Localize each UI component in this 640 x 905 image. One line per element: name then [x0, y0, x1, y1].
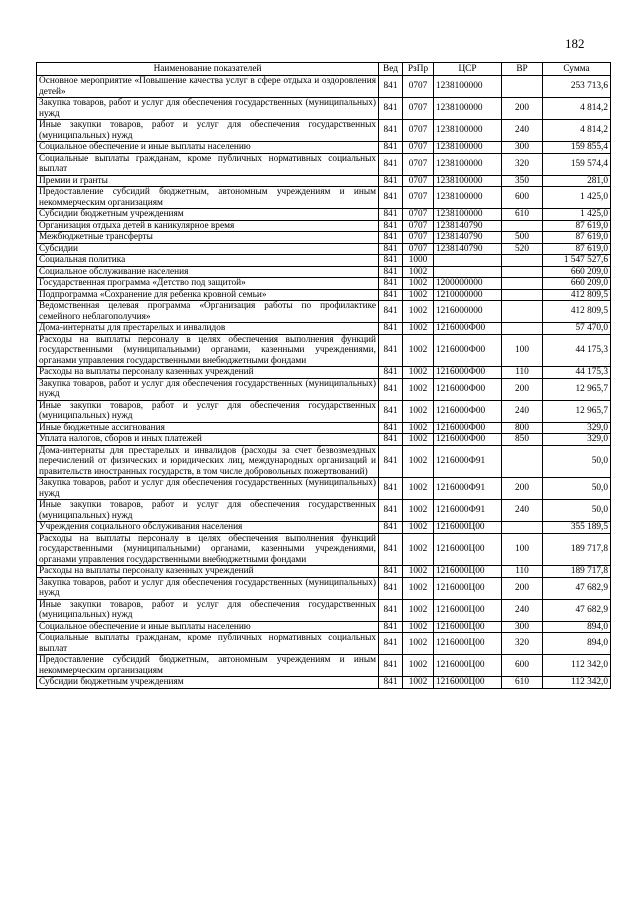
row-sum-cell: 660 209,0: [543, 266, 611, 278]
row-vr-cell: 850: [502, 434, 543, 446]
row-sum-cell: 1 425,0: [543, 209, 611, 221]
table-row: [37, 220, 611, 232]
row-name-cell: Расходы на выплаты персоналу казенных учреждений: [37, 566, 379, 578]
row-sum-cell: 355 189,5: [543, 522, 611, 534]
table-row: [37, 400, 611, 422]
row-ved-cell: 841: [379, 209, 403, 221]
table-row: [37, 301, 611, 323]
row-csr-cell: 1216000Ф00: [434, 434, 502, 446]
row-ved-cell: 841: [379, 378, 403, 400]
table-row: [37, 599, 611, 621]
row-vr-cell: 300: [502, 621, 543, 633]
row-rzpr-cell: 1002: [403, 367, 434, 379]
row-rzpr-cell: 1002: [403, 522, 434, 534]
row-csr-cell: [434, 255, 502, 267]
row-rzpr-cell: 1002: [403, 445, 434, 478]
row-rzpr-cell: 1002: [403, 478, 434, 500]
table-row: [37, 566, 611, 578]
row-sum-cell: 329,0: [543, 434, 611, 446]
row-rzpr-cell: 1002: [403, 301, 434, 323]
table-row: [37, 266, 611, 278]
row-ved-cell: 841: [379, 220, 403, 232]
row-sum-cell: 4 814,2: [543, 120, 611, 142]
row-vr-cell: [502, 278, 543, 290]
row-ved-cell: 841: [379, 334, 403, 367]
row-vr-cell: 350: [502, 175, 543, 187]
table-row: [37, 677, 611, 689]
row-name-cell: Уплата налогов, сборов и иных платежей: [37, 434, 379, 446]
row-ved-cell: 841: [379, 577, 403, 599]
row-ved-cell: 841: [379, 367, 403, 379]
row-vr-cell: 200: [502, 98, 543, 120]
row-ved-cell: 841: [379, 566, 403, 578]
row-vr-cell: [502, 220, 543, 232]
row-vr-cell: 240: [502, 599, 543, 621]
row-sum-cell: 87 619,0: [543, 243, 611, 255]
row-vr-cell: [502, 266, 543, 278]
row-rzpr-cell: 0707: [403, 243, 434, 255]
row-csr-cell: 1216000000: [434, 301, 502, 323]
row-vr-cell: 520: [502, 243, 543, 255]
row-csr-cell: 1216000Ц00: [434, 533, 502, 566]
row-name-cell: Государственная программа «Детство под защитой»: [37, 278, 379, 290]
row-vr-cell: 320: [502, 153, 543, 175]
row-rzpr-cell: 1002: [403, 278, 434, 290]
row-name-cell: Премии и гранты: [37, 175, 379, 187]
row-sum-cell: 4 814,2: [543, 98, 611, 120]
row-csr-cell: 1238100000: [434, 187, 502, 209]
row-ved-cell: 841: [379, 677, 403, 689]
row-csr-cell: 1238140790: [434, 220, 502, 232]
row-sum-cell: 189 717,8: [543, 566, 611, 578]
header-name: Наименование показателей: [37, 63, 379, 76]
row-name-cell: Закупка товаров, работ и услуг для обеспечения государственных (муниципальных) нужд: [37, 98, 379, 120]
row-csr-cell: 1216000Ц00: [434, 577, 502, 599]
row-sum-cell: 1 547 527,6: [543, 255, 611, 267]
row-rzpr-cell: 1002: [403, 677, 434, 689]
row-ved-cell: 841: [379, 187, 403, 209]
row-name-cell: Расходы на выплаты персоналу в целях обеспечения выполнения функций государственными (муниципальными) органами, казенными учреждениями, органами управления государственными внебюджетными фондами: [37, 533, 379, 566]
row-name-cell: Иные закупки товаров, работ и услуг для обеспечения государственных (муниципальных) нужд: [37, 400, 379, 422]
row-name-cell: Предоставление субсидий бюджетным, автономным учреждениям и иным некоммерческим организациям: [37, 655, 379, 677]
row-vr-cell: 200: [502, 577, 543, 599]
row-sum-cell: 329,0: [543, 422, 611, 434]
row-csr-cell: 1216000Ц00: [434, 621, 502, 633]
row-vr-cell: 800: [502, 422, 543, 434]
row-sum-cell: 412 809,5: [543, 289, 611, 301]
row-sum-cell: 50,0: [543, 445, 611, 478]
row-sum-cell: 159 855,4: [543, 142, 611, 154]
row-rzpr-cell: 0707: [403, 220, 434, 232]
table-row: [37, 422, 611, 434]
row-rzpr-cell: 0707: [403, 76, 434, 98]
row-ved-cell: 841: [379, 621, 403, 633]
row-ved-cell: 841: [379, 301, 403, 323]
row-csr-cell: 1216000Ф00: [434, 422, 502, 434]
row-name-cell: Организация отдыха детей в каникулярное время: [37, 220, 379, 232]
table-row: [37, 153, 611, 175]
row-ved-cell: 841: [379, 655, 403, 677]
row-vr-cell: 320: [502, 633, 543, 655]
row-name-cell: Закупка товаров, работ и услуг для обеспечения государственных (муниципальных) нужд: [37, 378, 379, 400]
row-ved-cell: 841: [379, 533, 403, 566]
row-sum-cell: 253 713,6: [543, 76, 611, 98]
row-rzpr-cell: 0707: [403, 175, 434, 187]
row-sum-cell: 87 619,0: [543, 220, 611, 232]
table-row: [37, 323, 611, 335]
row-sum-cell: 50,0: [543, 500, 611, 522]
row-csr-cell: 1200000000: [434, 278, 502, 290]
row-vr-cell: 110: [502, 367, 543, 379]
row-ved-cell: 841: [379, 76, 403, 98]
row-rzpr-cell: 1002: [403, 599, 434, 621]
row-rzpr-cell: 1002: [403, 655, 434, 677]
table-row: [37, 334, 611, 367]
row-ved-cell: 841: [379, 255, 403, 267]
row-name-cell: Учреждения социального обслуживания населения: [37, 522, 379, 534]
row-rzpr-cell: 1002: [403, 577, 434, 599]
row-name-cell: Ведомственная целевая программа «Организация работы по профилактике семейного неблагополучия»: [37, 301, 379, 323]
row-csr-cell: 1238100000: [434, 209, 502, 221]
row-vr-cell: 610: [502, 209, 543, 221]
row-ved-cell: 841: [379, 120, 403, 142]
row-sum-cell: 44 175,3: [543, 334, 611, 367]
row-name-cell: Иные бюджетные ассигнования: [37, 422, 379, 434]
table-row: [37, 533, 611, 566]
row-vr-cell: [502, 323, 543, 335]
table-row: [37, 522, 611, 534]
table-row: [37, 367, 611, 379]
row-vr-cell: [502, 289, 543, 301]
table-row: [37, 232, 611, 244]
row-name-cell: Межбюджетные трансферты: [37, 232, 379, 244]
row-sum-cell: 57 470,0: [543, 323, 611, 335]
row-sum-cell: 894,0: [543, 633, 611, 655]
row-ved-cell: 841: [379, 599, 403, 621]
row-name-cell: Социальное обеспечение и иные выплаты населению: [37, 621, 379, 633]
row-csr-cell: [434, 266, 502, 278]
row-csr-cell: 1216000Ф91: [434, 500, 502, 522]
row-csr-cell: 1216000Ц00: [434, 633, 502, 655]
row-csr-cell: 1238100000: [434, 120, 502, 142]
row-rzpr-cell: 1002: [403, 323, 434, 335]
row-rzpr-cell: 0707: [403, 187, 434, 209]
row-name-cell: Социальное обслуживание населения: [37, 266, 379, 278]
row-ved-cell: 841: [379, 266, 403, 278]
row-name-cell: Дома-интернаты для престарелых и инвалидов: [37, 323, 379, 335]
row-sum-cell: 47 682,9: [543, 599, 611, 621]
table-row: [37, 243, 611, 255]
row-sum-cell: 87 619,0: [543, 232, 611, 244]
row-sum-cell: 44 175,3: [543, 367, 611, 379]
row-csr-cell: 1216000Ф00: [434, 334, 502, 367]
row-vr-cell: 300: [502, 142, 543, 154]
row-ved-cell: 841: [379, 422, 403, 434]
row-vr-cell: 600: [502, 655, 543, 677]
table-row: [37, 175, 611, 187]
row-ved-cell: 841: [379, 323, 403, 335]
row-vr-cell: [502, 522, 543, 534]
row-csr-cell: 1216000Ф00: [434, 400, 502, 422]
row-rzpr-cell: 1002: [403, 566, 434, 578]
row-name-cell: Социальные выплаты гражданам, кроме публичных нормативных социальных выплат: [37, 153, 379, 175]
row-ved-cell: 841: [379, 500, 403, 522]
row-csr-cell: 1216000Ц00: [434, 599, 502, 621]
row-csr-cell: 1216000Ф00: [434, 323, 502, 335]
header-rzpr: РзПр: [403, 63, 434, 76]
page-number: 182: [565, 36, 585, 51]
row-vr-cell: 240: [502, 500, 543, 522]
row-rzpr-cell: 0707: [403, 209, 434, 221]
table-row: [37, 500, 611, 522]
row-csr-cell: 1216000Ц00: [434, 566, 502, 578]
row-ved-cell: 841: [379, 278, 403, 290]
row-name-cell: Расходы на выплаты персоналу казенных учреждений: [37, 367, 379, 379]
row-csr-cell: 1238100000: [434, 175, 502, 187]
row-sum-cell: 894,0: [543, 621, 611, 633]
row-vr-cell: 100: [502, 334, 543, 367]
row-rzpr-cell: 1000: [403, 255, 434, 267]
table-row: [37, 209, 611, 221]
row-sum-cell: 159 574,4: [543, 153, 611, 175]
row-csr-cell: 1238140790: [434, 232, 502, 244]
row-name-cell: Субсидии бюджетным учреждениям: [37, 677, 379, 689]
row-name-cell: Субсидии бюджетным учреждениям: [37, 209, 379, 221]
row-vr-cell: 200: [502, 378, 543, 400]
row-vr-cell: [502, 301, 543, 323]
row-ved-cell: 841: [379, 175, 403, 187]
row-sum-cell: 112 342,0: [543, 655, 611, 677]
row-sum-cell: 12 965,7: [543, 378, 611, 400]
header-ved: Вед: [379, 63, 403, 76]
table-row: [37, 478, 611, 500]
row-rzpr-cell: 1002: [403, 621, 434, 633]
row-rzpr-cell: 0707: [403, 153, 434, 175]
row-ved-cell: 841: [379, 400, 403, 422]
row-rzpr-cell: 1002: [403, 434, 434, 446]
table-row: [37, 255, 611, 267]
row-csr-cell: 1216000Ф91: [434, 478, 502, 500]
row-vr-cell: 200: [502, 478, 543, 500]
row-ved-cell: 841: [379, 522, 403, 534]
row-ved-cell: 841: [379, 445, 403, 478]
row-rzpr-cell: 1002: [403, 400, 434, 422]
table-row: [37, 577, 611, 599]
row-sum-cell: 281,0: [543, 175, 611, 187]
row-rzpr-cell: 0707: [403, 142, 434, 154]
table-row: [37, 187, 611, 209]
row-sum-cell: 660 209,0: [543, 278, 611, 290]
row-vr-cell: 500: [502, 232, 543, 244]
row-csr-cell: 1216000Ц00: [434, 655, 502, 677]
row-sum-cell: 47 682,9: [543, 577, 611, 599]
table-row: [37, 142, 611, 154]
row-ved-cell: 841: [379, 633, 403, 655]
table-header-row: [37, 63, 611, 76]
row-csr-cell: 1216000Ц00: [434, 677, 502, 689]
row-rzpr-cell: 1002: [403, 422, 434, 434]
row-sum-cell: 412 809,5: [543, 301, 611, 323]
row-vr-cell: 110: [502, 566, 543, 578]
row-ved-cell: 841: [379, 289, 403, 301]
table-row: [37, 655, 611, 677]
header-csr: ЦСР: [434, 63, 502, 76]
row-name-cell: Субсидии: [37, 243, 379, 255]
row-name-cell: Социальное обеспечение и иные выплаты населению: [37, 142, 379, 154]
row-name-cell: Закупка товаров, работ и услуг для обеспечения государственных (муниципальных) нужд: [37, 478, 379, 500]
row-csr-cell: 1216000Ф00: [434, 367, 502, 379]
row-name-cell: Основное мероприятие «Повышение качества услуг в сфере отдыха и оздоровления детей»: [37, 76, 379, 98]
table-row: [37, 120, 611, 142]
row-rzpr-cell: 1002: [403, 266, 434, 278]
table-row: [37, 98, 611, 120]
row-rzpr-cell: 1002: [403, 533, 434, 566]
table-row: [37, 76, 611, 98]
row-ved-cell: 841: [379, 153, 403, 175]
row-vr-cell: 100: [502, 533, 543, 566]
header-vr: ВР: [502, 63, 543, 76]
row-sum-cell: 12 965,7: [543, 400, 611, 422]
row-name-cell: Иные закупки товаров, работ и услуг для обеспечения государственных (муниципальных) нужд: [37, 120, 379, 142]
row-csr-cell: 1210000000: [434, 289, 502, 301]
row-ved-cell: 841: [379, 243, 403, 255]
table-body: [37, 76, 611, 689]
row-vr-cell: 240: [502, 120, 543, 142]
table-row: [37, 434, 611, 446]
row-csr-cell: 1216000Ц00: [434, 522, 502, 534]
row-sum-cell: 189 717,8: [543, 533, 611, 566]
row-name-cell: Социальные выплаты гражданам, кроме публичных нормативных социальных выплат: [37, 633, 379, 655]
table-row: [37, 445, 611, 478]
table-row: [37, 378, 611, 400]
row-csr-cell: 1238100000: [434, 153, 502, 175]
row-name-cell: Закупка товаров, работ и услуг для обеспечения государственных (муниципальных) нужд: [37, 577, 379, 599]
budget-table: [36, 62, 611, 689]
row-csr-cell: 1238100000: [434, 76, 502, 98]
row-name-cell: Иные закупки товаров, работ и услуг для обеспечения государственных (муниципальных) нужд: [37, 500, 379, 522]
row-vr-cell: [502, 76, 543, 98]
row-vr-cell: [502, 255, 543, 267]
row-ved-cell: 841: [379, 98, 403, 120]
row-ved-cell: 841: [379, 142, 403, 154]
row-sum-cell: 1 425,0: [543, 187, 611, 209]
table-row: [37, 289, 611, 301]
row-rzpr-cell: 0707: [403, 232, 434, 244]
table-row: [37, 278, 611, 290]
row-sum-cell: 50,0: [543, 478, 611, 500]
row-vr-cell: 610: [502, 677, 543, 689]
table-row: [37, 621, 611, 633]
row-csr-cell: 1216000Ф91: [434, 445, 502, 478]
row-csr-cell: 1238100000: [434, 98, 502, 120]
row-name-cell: Иные закупки товаров, работ и услуг для обеспечения государственных (муниципальных) нужд: [37, 599, 379, 621]
row-ved-cell: 841: [379, 434, 403, 446]
row-csr-cell: 1238100000: [434, 142, 502, 154]
row-vr-cell: 600: [502, 187, 543, 209]
row-name-cell: Предоставление субсидий бюджетным, автономным учреждениям и иным некоммерческим организациям: [37, 187, 379, 209]
row-rzpr-cell: 0707: [403, 120, 434, 142]
table-row: [37, 633, 611, 655]
row-rzpr-cell: 1002: [403, 500, 434, 522]
header-sum: Сумма: [543, 63, 611, 76]
row-sum-cell: 112 342,0: [543, 677, 611, 689]
row-name-cell: Дома-интернаты для престарелых и инвалидов (расходы за счет безвозмездных перечислений от физических и юридических лиц, международных организаций и правительств иностранных государств, в том числе добровольных пожертвований): [37, 445, 379, 478]
row-rzpr-cell: 1002: [403, 289, 434, 301]
row-csr-cell: 1216000Ф00: [434, 378, 502, 400]
row-name-cell: Расходы на выплаты персоналу в целях обеспечения выполнения функций государственными (муниципальными) органами, казенными учреждениями, органами управления государственными внебюджетными фондами: [37, 334, 379, 367]
row-rzpr-cell: 1002: [403, 378, 434, 400]
row-csr-cell: 1238140790: [434, 243, 502, 255]
row-rzpr-cell: 0707: [403, 98, 434, 120]
row-rzpr-cell: 1002: [403, 334, 434, 367]
row-name-cell: Подпрограмма «Сохранение для ребенка кровной семьи»: [37, 289, 379, 301]
row-vr-cell: 240: [502, 400, 543, 422]
row-name-cell: Социальная политика: [37, 255, 379, 267]
row-ved-cell: 841: [379, 232, 403, 244]
row-ved-cell: 841: [379, 478, 403, 500]
row-vr-cell: [502, 445, 543, 478]
row-rzpr-cell: 1002: [403, 633, 434, 655]
